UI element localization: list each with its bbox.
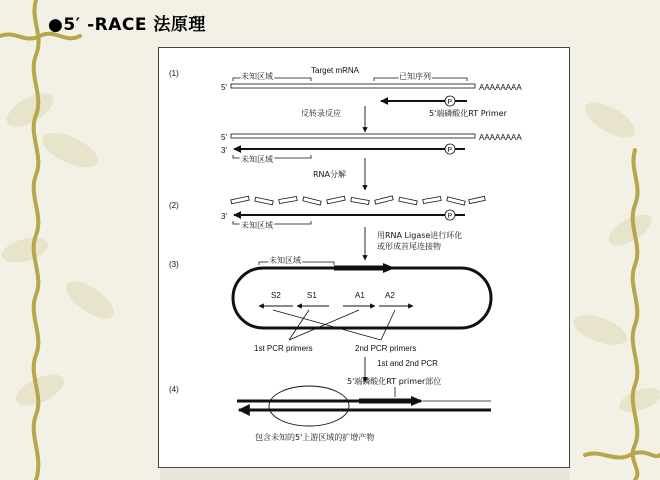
reverse-transcription-label: 反转录反应 [301,109,341,118]
ligation-label: 用RNA Ligase进行环化 [377,231,463,240]
step-1-label: (1) [169,69,179,78]
three-prime-label: 3' [221,146,227,155]
rt-primer-arrowhead [383,263,395,273]
rt-primer-label: 5'端磷酸化RT Primer [429,109,507,118]
bottom-text-watermark [160,466,570,480]
step-4-label: (4) [169,385,179,394]
pcr-product-caption: 包含未知的5'上游区域的扩增产物 [255,433,375,442]
phosphate-label: P [447,99,453,106]
known-sequence-label: 已知序列 [399,72,431,81]
unknown-region-label: 未知区域 [241,221,273,230]
poly-a-tail: AAAAAAAA [479,83,522,92]
target-mrna-label: Target mRNA [311,66,360,75]
second-pcr-primers-label: 2nd PCR primers [355,344,417,353]
step-2-label: (2) [169,201,179,210]
first-pcr-primers-label: 1st PCR primers [254,344,313,353]
unknown-region-highlight [269,386,349,426]
phosphate-label: P [447,147,453,154]
five-prime-label: 5' [221,83,227,92]
unknown-region-label: 未知区域 [241,72,273,81]
rna-fragments [231,196,485,205]
step-3-label: (3) [169,260,179,269]
primer-connector-lines [273,310,395,340]
slide-title: ●5′ -RACE 法原理 [48,15,206,35]
phosphate-label: P [447,213,453,220]
diagram-panel [158,47,570,468]
mrna-strand [231,84,475,88]
race-diagram [159,48,569,467]
unknown-region-label: 未知区域 [269,256,301,265]
first-second-pcr-label: 1st and 2nd PCR [377,359,438,368]
poly-a-tail: AAAAAAAA [479,133,522,142]
pcr-product-arrowhead [411,396,423,406]
primer-a1-label: A1 [355,291,365,300]
unknown-region-label: 未知区域 [241,155,273,164]
five-prime-label: 5' [221,133,227,142]
three-prime-label: 3' [221,212,227,221]
primer-s2-label: S2 [271,291,281,300]
mrna-strand [231,134,475,138]
primer-s1-label: S1 [307,291,317,300]
ligation-label-line2: 或形成首尾连接物 [377,242,441,251]
rt-primer-site-label: 5'端磷酸化RT primer部位 [347,377,442,386]
rna-degradation-label: RNA分解 [313,170,347,179]
primer-a2-label: A2 [385,291,395,300]
